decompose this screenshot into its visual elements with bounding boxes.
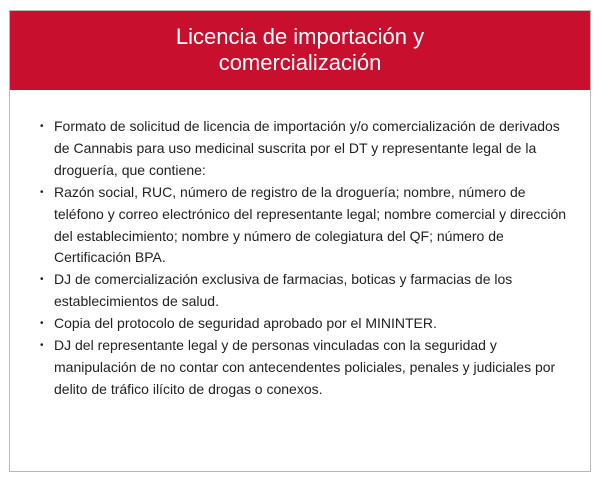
bullet-icon: • (40, 274, 44, 286)
list-item-text: Formato de solicitud de licencia de importación y/o comercialización de derivados de Cannabis para uso medicinal suscrita por el DT y representante legal de la droguería, que contiene: (54, 118, 560, 178)
requirements-list (40, 116, 570, 401)
bullet-icon: • (40, 121, 44, 132)
card-title: Licencia de importación y comercialización (175, 24, 425, 75)
bullet-icon: • (40, 318, 44, 330)
list-item (40, 313, 570, 335)
list-item (40, 335, 570, 401)
bullet-icon: • (40, 186, 44, 198)
list-item (40, 269, 570, 313)
bullet-icon: • (40, 340, 44, 352)
list-item-text: Razón social, RUC, número de registro de la droguería; nombre, número de teléfono y correo electrónico del representante legal; nombre comercial y dirección del establecimiento; nombre y número de colegiatura del QF; número de Certificación BPA. (54, 183, 567, 266)
list-item-text: DJ del representante legal y de personas vinculadas con la seguridad y manipulación de no contar con antecendentes policiales, penales y judiciales por delito de tráfico ilícito de drogas o conexos. (54, 337, 556, 397)
list-item (40, 182, 570, 270)
info-card (9, 10, 591, 472)
list-item-text: Copia del protocolo de seguridad aprobado por el MININTER. (54, 315, 437, 332)
list-item (40, 116, 570, 182)
list-item-text: DJ de comercialización exclusiva de farmacias, boticas y farmacias de los establecimientos de salud. (54, 271, 513, 310)
card-header (10, 11, 590, 90)
